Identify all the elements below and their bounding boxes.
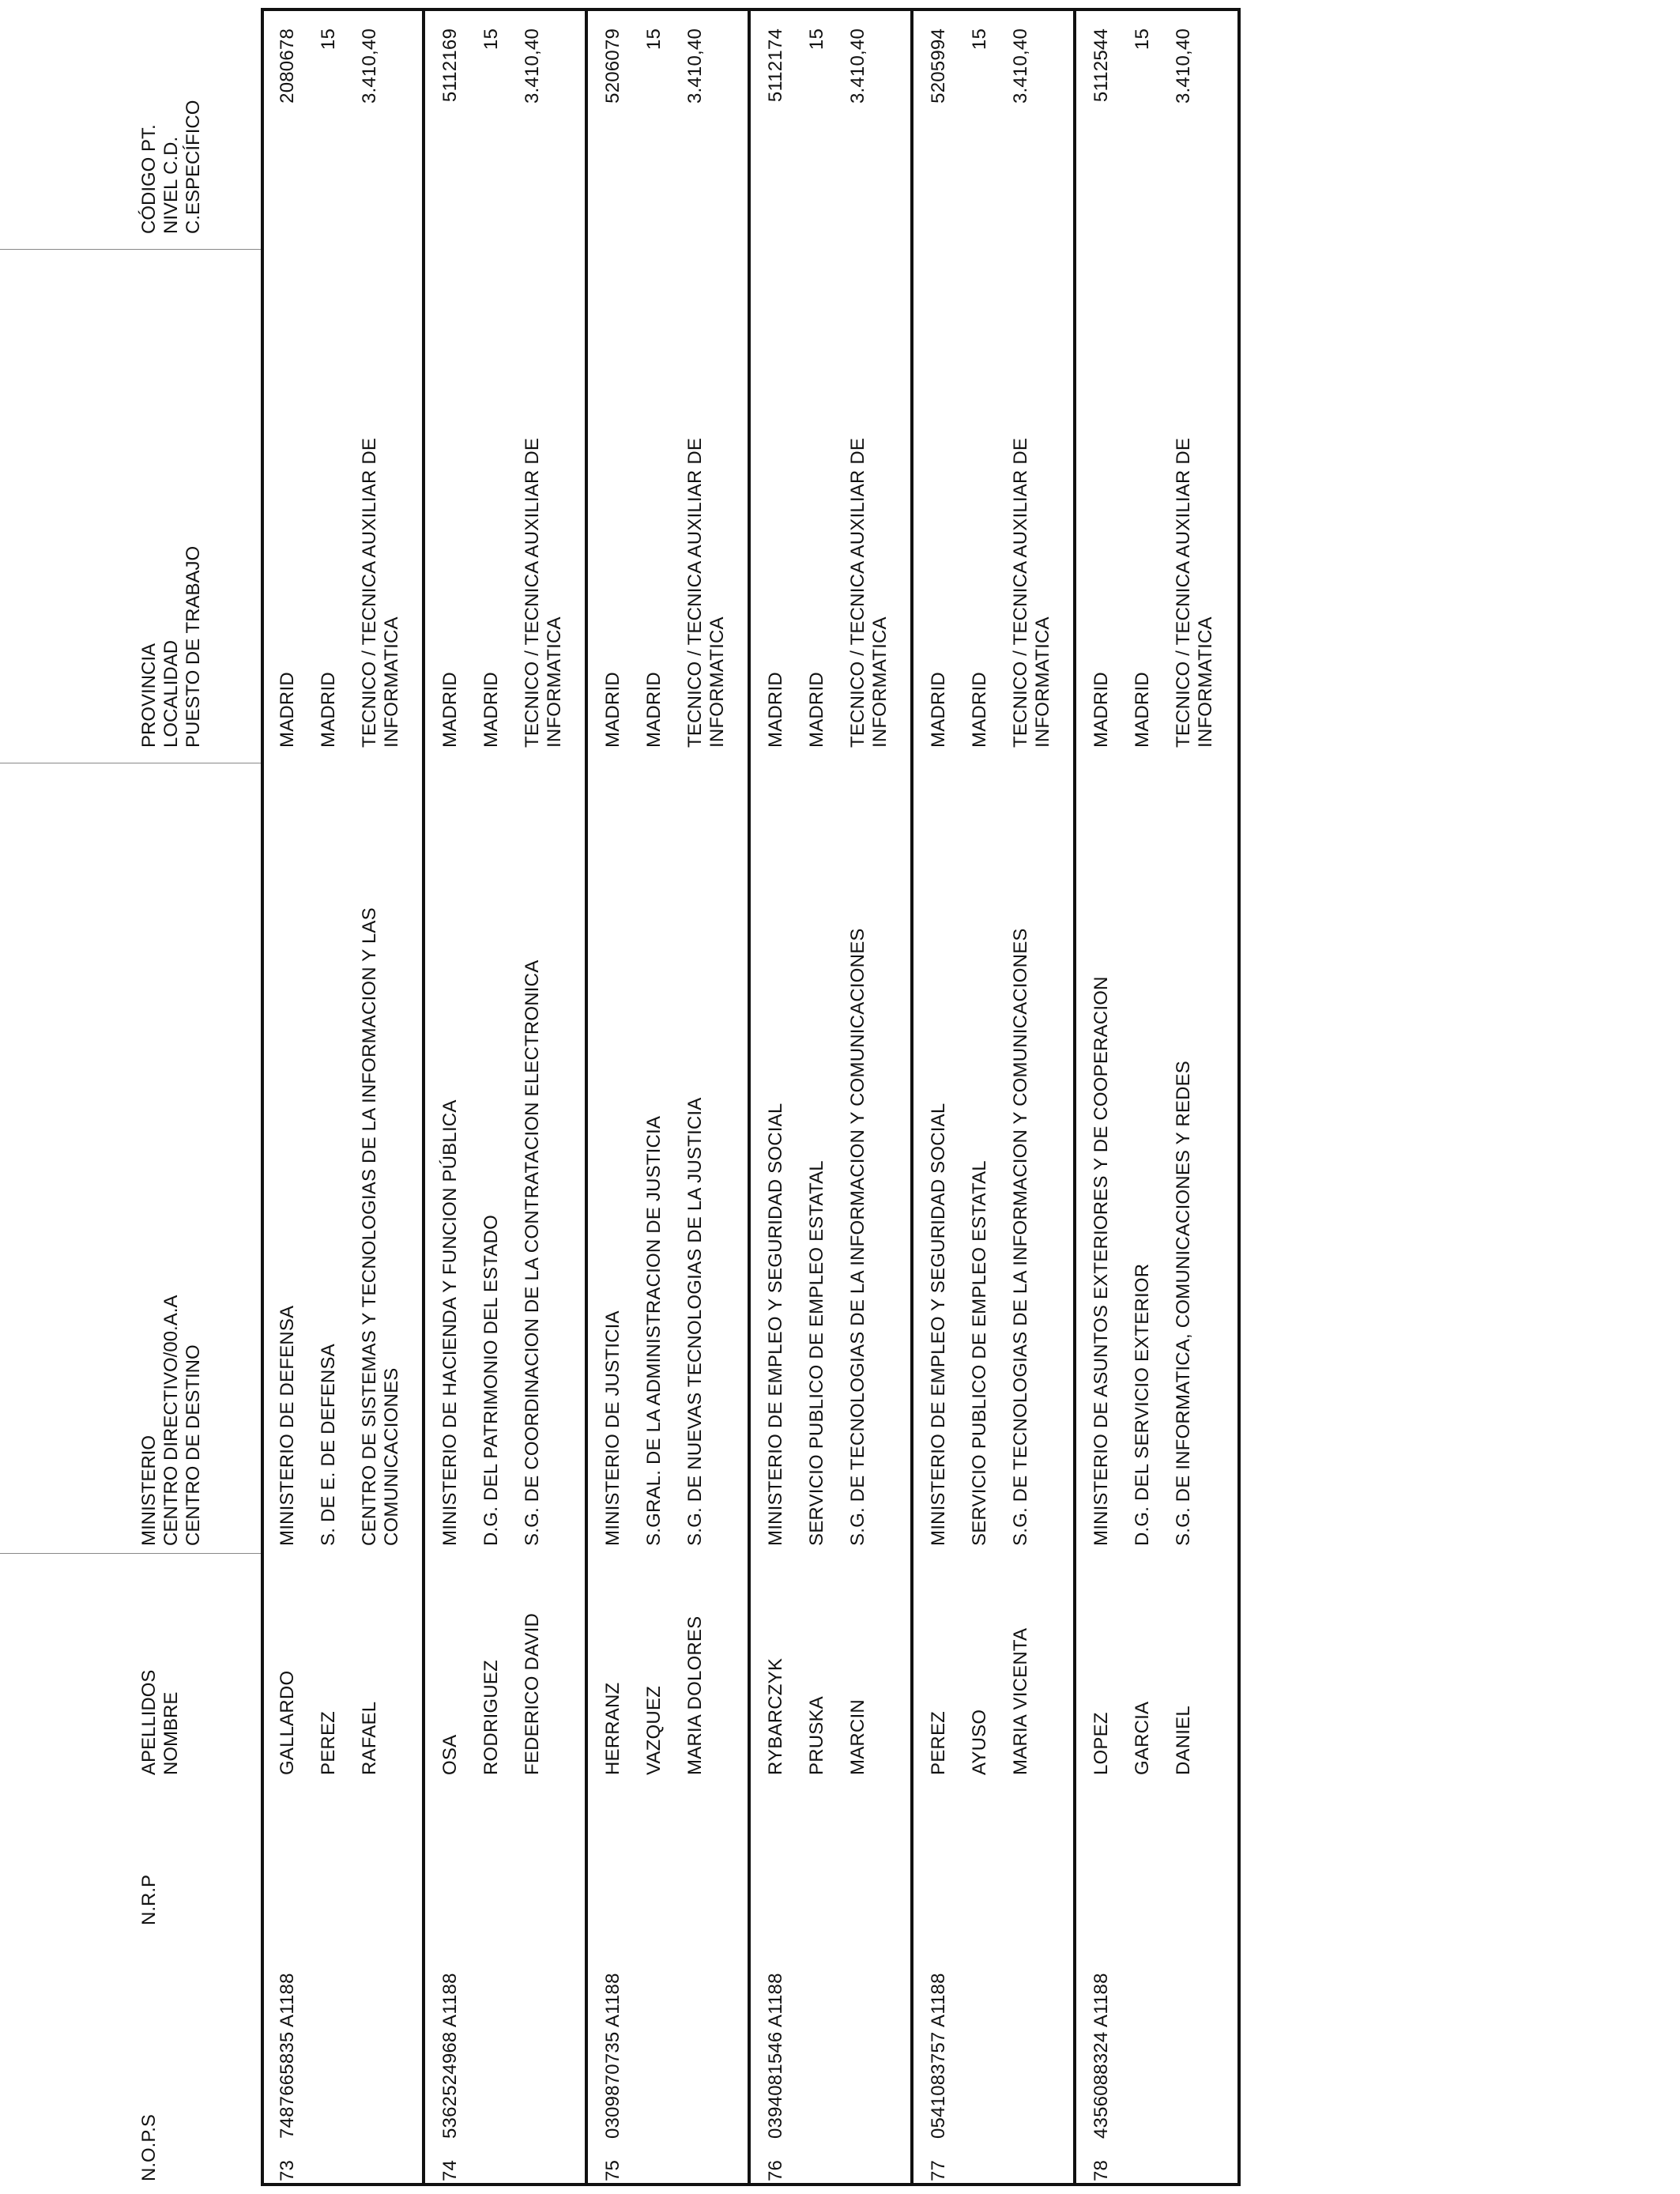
codigo-value: 5206079 <box>602 28 623 104</box>
apellido1-value: OSA <box>439 1734 461 1775</box>
codigo-value: 5205994 <box>928 28 949 104</box>
localidad-value: MADRID <box>318 672 339 748</box>
header-ministerio: MINISTERIO <box>138 1434 160 1546</box>
header-especifico: C.ESPECÍFICO <box>183 100 204 234</box>
especifico-value: 3.410,40 <box>1173 28 1194 104</box>
apellido1-value: GALLARDO <box>277 1670 298 1775</box>
ministerio-value: MINISTERIO DE JUSTICIA <box>602 1310 623 1546</box>
centro-directivo-value: S.GRAL. DE LA ADMINISTRACION DE JUSTICIA <box>643 1115 665 1546</box>
apellido1-value: PEREZ <box>928 1710 949 1775</box>
nops-value: 77 <box>928 2159 949 2181</box>
nrp-value: 7487665835 A1188 <box>277 1973 298 2139</box>
apellido1-value: LOPEZ <box>1090 1712 1112 1775</box>
localidad-value: MADRID <box>643 672 665 748</box>
codigo-value: 2080678 <box>277 28 298 104</box>
provincia-value: MADRID <box>277 672 298 748</box>
especifico-value: 3.410,40 <box>1010 28 1031 104</box>
header-provincia: PROVINCIA <box>138 643 160 748</box>
header-nombre: NOMBRE <box>160 1691 182 1775</box>
especifico-value: 3.410,40 <box>684 28 706 104</box>
localidad-value: MADRID <box>1132 672 1153 748</box>
provincia-value: MADRID <box>928 672 949 748</box>
nombre-value: FEDERICO DAVID <box>522 1612 543 1775</box>
puesto-value: TECNICO / TECNICA AUXILIAR DE INFORMATICA <box>359 437 402 748</box>
nivel-value: 15 <box>969 28 990 51</box>
ministerio-value: MINISTERIO DE EMPLEO Y SEGURIDAD SOCIAL <box>928 1103 949 1546</box>
ministerio-value: MINISTERIO DE EMPLEO Y SEGURIDAD SOCIAL <box>765 1103 786 1546</box>
row-separator <box>910 8 913 2186</box>
nivel-value: 15 <box>480 28 502 51</box>
centro-directivo-value: SERVICIO PUBLICO DE EMPLEO ESTATAL <box>969 1160 990 1546</box>
puesto-value: TECNICO / TECNICA AUXILIAR DE INFORMATICA <box>847 437 891 748</box>
header-centro-destino: CENTRO DE DESTINO <box>183 1344 204 1546</box>
puesto-value: TECNICO / TECNICA AUXILIAR DE INFORMATICA <box>522 437 565 748</box>
provincia-value: MADRID <box>765 672 786 748</box>
apellido1-value: RYBARCZYK <box>765 1657 786 1775</box>
especifico-value: 3.410,40 <box>359 28 380 104</box>
centro-directivo-value: SERVICIO PUBLICO DE EMPLEO ESTATAL <box>806 1160 827 1546</box>
centro-destino-value: CENTRO DE SISTEMAS Y TECNOLOGIAS DE LA INFORMACION Y LAS COMUNICACIONES <box>359 907 402 1546</box>
especifico-value: 3.410,40 <box>522 28 543 104</box>
nivel-value: 15 <box>806 28 827 51</box>
codigo-value: 5112169 <box>439 28 461 103</box>
nivel-value: 15 <box>318 28 339 51</box>
centro-destino-value: S.G. DE NUEVAS TECNOLOGIAS DE LA JUSTICIA <box>684 1097 706 1546</box>
ministerio-value: MINISTERIO DE DEFENSA <box>277 1305 298 1546</box>
ministerio-value: MINISTERIO DE ASUNTOS EXTERIORES Y DE COOPERACION <box>1090 976 1112 1546</box>
provincia-value: MADRID <box>602 672 623 748</box>
nrp-value: 5362524968 A1188 <box>439 1973 461 2139</box>
header-nivel: NIVEL C.D. <box>160 136 182 234</box>
nops-value: 75 <box>602 2159 623 2181</box>
centro-destino-value: S.G. DE INFORMATICA, COMUNICACIONES Y REDES <box>1173 1060 1194 1546</box>
nops-value: 74 <box>439 2159 461 2181</box>
header-divider <box>0 1553 261 1554</box>
provincia-value: MADRID <box>439 672 461 748</box>
codigo-value: 5112544 <box>1090 28 1112 103</box>
header-localidad: LOCALIDAD <box>160 639 182 748</box>
nops-value: 73 <box>277 2159 298 2181</box>
centro-destino-value: S.G. DE TECNOLOGIAS DE LA INFORMACION Y COMUNICACIONES <box>1010 928 1031 1546</box>
apellido1-value: HERRANZ <box>602 1682 623 1775</box>
row-separator <box>422 8 425 2186</box>
puesto-value: TECNICO / TECNICA AUXILIAR DE INFORMATICA <box>684 437 728 748</box>
centro-destino-value: S.G. DE COORDINACION DE LA CONTRATACION ELECTRONICA <box>522 959 543 1546</box>
codigo-value: 5112174 <box>765 28 786 103</box>
row-separator <box>1073 8 1076 2186</box>
localidad-value: MADRID <box>806 672 827 748</box>
nombre-value: MARIA VICENTA <box>1010 1627 1031 1775</box>
centro-directivo-value: D.G. DEL SERVICIO EXTERIOR <box>1132 1263 1153 1546</box>
header-nops: N.O.P.S <box>138 2114 160 2181</box>
header-divider <box>0 249 261 250</box>
puesto-value: TECNICO / TECNICA AUXILIAR DE INFORMATICA <box>1010 437 1053 748</box>
centro-directivo-value: D.G. DEL PATRIMONIO DEL ESTADO <box>480 1215 502 1546</box>
header-nrp: N.R.P <box>138 1874 160 1925</box>
apellido2-value: PEREZ <box>318 1710 339 1775</box>
centro-directivo-value: S. DE E. DE DEFENSA <box>318 1344 339 1546</box>
nivel-value: 15 <box>643 28 665 51</box>
localidad-value: MADRID <box>480 672 502 748</box>
nombre-value: DANIEL <box>1173 1706 1194 1775</box>
nrp-value: 4356088324 A1188 <box>1090 1973 1112 2139</box>
especifico-value: 3.410,40 <box>847 28 868 104</box>
nops-value: 76 <box>765 2159 786 2181</box>
row-separator <box>748 8 751 2186</box>
apellido2-value: GARCIA <box>1132 1701 1153 1775</box>
provincia-value: MADRID <box>1090 672 1112 748</box>
apellido2-value: VAZQUEZ <box>643 1686 665 1775</box>
apellido2-value: AYUSO <box>969 1709 990 1775</box>
nrp-value: 0309870735 A1188 <box>602 1973 623 2139</box>
puesto-value: TECNICO / TECNICA AUXILIAR DE INFORMATICA <box>1173 437 1216 748</box>
nrp-value: 0541083757 A1188 <box>928 1973 949 2139</box>
nivel-value: 15 <box>1132 28 1153 51</box>
nombre-value: RAFAEL <box>359 1701 380 1775</box>
nombre-value: MARIA DOLORES <box>684 1615 706 1775</box>
header-puesto: PUESTO DE TRABAJO <box>183 545 204 748</box>
apellido2-value: PRUSKA <box>806 1696 827 1775</box>
row-separator <box>585 8 588 2186</box>
centro-destino-value: S.G. DE TECNOLOGIAS DE LA INFORMACION Y COMUNICACIONES <box>847 928 868 1546</box>
header-codigo: CÓDIGO PT. <box>138 124 160 234</box>
header-apellidos: APELLIDOS <box>138 1669 160 1775</box>
nrp-value: 0394081546 A1188 <box>765 1973 786 2139</box>
header-centro-directivo: CENTRO DIRECTIVO/00.A.A <box>160 1295 182 1546</box>
apellido2-value: RODRIGUEZ <box>480 1660 502 1775</box>
ministerio-value: MINISTERIO DE HACIENDA Y FUNCION PÚBLICA <box>439 1099 461 1546</box>
nops-value: 78 <box>1090 2159 1112 2181</box>
localidad-value: MADRID <box>969 672 990 748</box>
nombre-value: MARCIN <box>847 1699 868 1775</box>
